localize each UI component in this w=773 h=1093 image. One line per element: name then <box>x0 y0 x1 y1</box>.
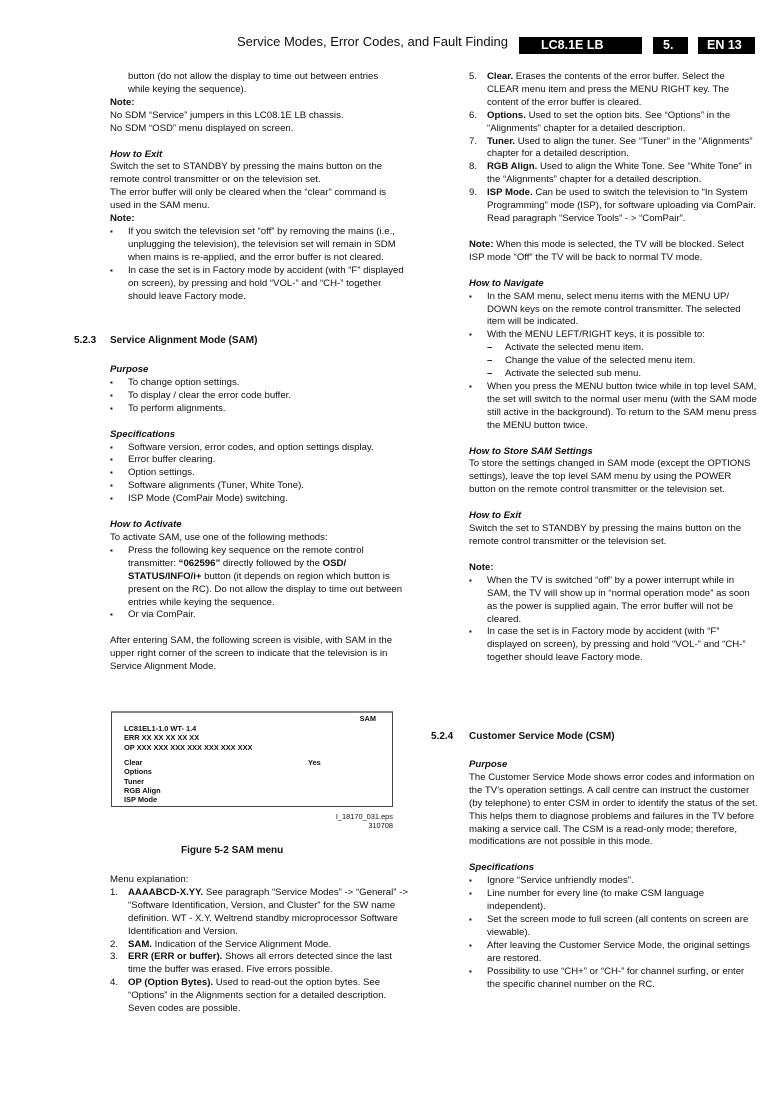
list-item: 5. Clear. Erases the contents of the error buffer. Select the CLEAR menu item and press the MENU RIGHT key. The content of the error buffer is cleared. <box>469 71 730 108</box>
subheading-specifications: Specifications <box>110 428 176 440</box>
list-item: ▪ ISP Mode (ComPair Mode) switching. <box>110 493 408 506</box>
figure-line: ERR XX XX XX XX XX <box>124 733 200 743</box>
section-title: Customer Service Mode (CSM) <box>469 731 615 742</box>
right-column-top <box>469 71 759 665</box>
subheading-how-to-navigate: How to Navigate <box>469 277 544 289</box>
continued-text: button (do not allow the display to time out between entries while keying the sequence). <box>128 71 379 95</box>
list-item: ▪ In case the set is in Factory mode by accident (with “F” displayed on screen), by pressing and hold “VOL-” and “CH-” together should leave Factory mode. <box>110 265 408 304</box>
figure-info-lines <box>124 724 252 752</box>
list-item: ▪ To perform alignments. <box>110 403 408 416</box>
right-column-csm <box>469 759 759 991</box>
note-label: Note: <box>469 561 494 573</box>
menu-explanation-list <box>110 887 408 1016</box>
list-item: 6. Options. Used to set the option bits. See “Options” in the “Alignments” chapter for a detailed description. <box>469 109 731 134</box>
paragraph: Menu explanation: <box>110 874 189 885</box>
paragraph: To store the settings changed in SAM mode (except the OPTIONS settings), leave the top level SAM menu by using the POWER button on the remote control transmitter or the television set. <box>469 458 751 496</box>
figure-caption: Figure 5-2 SAM menu <box>181 845 284 856</box>
sub-list-item: – Activate the selected menu item. <box>487 342 759 355</box>
list-item: ▪ Press the following key sequence on the remote control transmitter: “062596” directly followed by the OSD/ STATUS/INFO/i+ button (it depends on region which button is present on the RC). Do not allow the display to time out between entries while keying the sequence. <box>110 545 408 610</box>
list-item: ▪ When the TV is switched “off” by a power interrupt while in SAM, the TV will show up in “normal operation mode” as soon as the power is supplied again. The error buffer will not be cleared. <box>469 575 759 627</box>
note-list <box>110 226 408 303</box>
isp-note: Note: When this mode is selected, the TV will be blocked. Select ISP mode “Off” the TV will be back to normal TV mode. <box>469 238 744 263</box>
list-item: 2. SAM. Indication of the Service Alignment Mode. <box>110 938 332 950</box>
list-item: ▪ After leaving the Customer Service Mode, the original settings are restored. <box>469 940 759 966</box>
list-item: ▪ Set the screen mode to full screen (all contents on screen are viewable). <box>469 914 759 940</box>
activate-list <box>110 545 408 622</box>
list-item: ▪ In the SAM menu, select menu items with the MENU UP/ DOWN keys on the remote control transmitter. The selected item will be indicated. <box>469 291 759 330</box>
list-item: ▪ Error buffer clearing. <box>110 454 408 467</box>
note-list <box>469 575 759 665</box>
paragraph: After entering SAM, the following screen is visible, with SAM in the upper right corner of the screen to indicate that the television is in Service Alignment Mode. <box>110 635 393 673</box>
figure-date-ref: 310708 <box>368 820 393 830</box>
figure-line: OP XXX XXX XXX XXX XXX XXX XXX <box>124 742 253 752</box>
list-item: ▪ Software alignments (Tuner, White Tone). <box>110 480 408 493</box>
left-column-menu-explanation <box>110 874 408 1016</box>
figure-line: LC81EL1-1.0 WT- 1.4 <box>124 724 197 733</box>
list-item: ▪ To change option settings. <box>110 377 408 390</box>
subheading-specifications: Specifications <box>469 862 535 874</box>
navigate-sublist <box>487 342 759 381</box>
left-column-sam <box>110 364 408 674</box>
list-item: ▪ To display / clear the error code buffer. <box>110 390 408 403</box>
left-column-top <box>110 71 408 303</box>
specifications-list <box>469 875 759 991</box>
purpose-list <box>110 377 408 416</box>
sam-label: SAM <box>359 714 376 723</box>
list-item: ▪ If you switch the television set “off” by removing the mains (i.e., unplugging the television), the television set will remain in SDM when mains is re-applied, and the error buffer is not cleared. <box>110 226 408 265</box>
list-item: ▪ When you press the MENU button twice while in top level SAM, the set will switch to the normal user menu (with the SAM mode still active in the background). To return to the SAM menu press the MENU button twice. <box>469 381 759 433</box>
list-item: 1. AAAABCD-X.YY. See paragraph “Service Modes” -> “General” -> “Software Identification, Version, and Cluster” for the SW name definition. WT - X.Y. Weltrend standby microprocessor Software Identification and Version. <box>110 886 408 937</box>
note-label: Note: <box>110 213 135 225</box>
sub-list-item: – Activate the selected sub menu. <box>487 368 759 381</box>
figure-menu-item: RGB Align <box>124 785 161 795</box>
list-item: ▪ Line number for every line (to make CSM language independent). <box>469 888 759 914</box>
list-item: ▪ Ignore “Service unfriendly modes”. <box>469 875 759 888</box>
section-number: 5.2.3 <box>74 335 97 346</box>
chapter-badge: 5. <box>653 37 688 54</box>
list-item: 4. OP (Option Bytes). Used to read-out the option bytes. See “Options” in the Alignments section for a detailed description. Seven codes are possible. <box>110 977 387 1015</box>
menu-explanation-list-continued <box>469 71 759 226</box>
figure-menu-item: Tuner <box>124 776 144 786</box>
paragraph: To activate SAM, use one of the following methods: <box>110 531 328 543</box>
page-number-badge: EN 13 <box>698 37 755 54</box>
list-item: ▪ Or via ComPair. <box>110 609 408 622</box>
model-badge: LC8.1E LB <box>519 37 642 54</box>
subheading-purpose: Purpose <box>469 759 508 770</box>
page-header-title: Service Modes, Error Codes, and Fault Finding <box>237 34 508 49</box>
sub-list-item: – Change the value of the selected menu item. <box>487 355 759 368</box>
list-item: ▪ Option settings. <box>110 467 408 480</box>
paragraph: Switch the set to STANDBY by pressing the mains button on the remote control transmitter or the television set. <box>469 523 742 547</box>
list-item: 7. Tuner. Used to align the tuner. See “Tuner” in the “Alignments” chapter for a detailed description. <box>469 135 753 160</box>
list-item: ▪ Possibility to use “CH+” or “CH-” for channel surfing, or enter the specific channel number on the RC. <box>469 966 759 992</box>
note-text: No SDM “Service” jumpers in this LC08.1E LB chassis. <box>110 109 344 121</box>
figure-menu-item: Clear <box>124 758 143 767</box>
list-item: 9. ISP Mode. Can be used to switch the television to “In System Programming” mode (ISP), for software uploading via ComPair. Read paragraph “Service Tools” - > “ComPair”. <box>469 187 756 224</box>
paragraph: Switch the set to STANDBY by pressing the mains button on the remote control transmitter or on the television set. <box>110 161 383 186</box>
section-number: 5.2.4 <box>431 731 454 742</box>
figure-menu-item: Options <box>124 767 152 777</box>
figure-reference <box>336 813 393 830</box>
subheading-store-settings: How to Store SAM Settings <box>469 445 593 457</box>
subheading-how-to-exit: How to Exit <box>110 148 163 160</box>
list-item: ▪ Software version, error codes, and option settings display. <box>110 442 408 455</box>
paragraph: The Customer Service Mode shows error codes and information on the TV’s operation settings. A call centre can instruct the customer (by telephone) to enter CSM in order to identify the status of the set. This helps them to diagnose problems and failures in the TV before making a service call. The CSM is a read-only mode; therefore, modifications are not possible in this mode. <box>469 771 758 848</box>
list-item: ▪ In case the set is in Factory mode by accident (with “F” displayed on screen), by pressing and hold “VOL-” and “CH-” together should leave Factory mode. <box>469 626 759 665</box>
sam-menu-figure <box>111 711 393 807</box>
list-item: ▪ With the MENU LEFT/RIGHT keys, it is possible to: – Activate the selected menu item. – Change the value of the selected menu item. – Activate the selected sub menu. <box>469 329 759 381</box>
subheading-how-to-activate: How to Activate <box>110 519 182 531</box>
list-item: 3. ERR (ERR or buffer). Shows all errors detected since the last time the buffer was erased. Five errors possible. <box>110 951 392 976</box>
figure-file-ref: I_18170_031.eps <box>335 812 393 821</box>
paragraph: The error buffer will only be cleared when the “clear” command is used in the SAM menu. <box>110 187 387 212</box>
list-item: 8. RGB Align. Used to align the White Tone. See “White Tone” in the “Alignments” chapter for a detailed description. <box>469 161 752 186</box>
subheading-how-to-exit: How to Exit <box>469 510 522 522</box>
section-title: Service Alignment Mode (SAM) <box>110 335 258 346</box>
figure-menu-item: ISP Mode <box>124 795 158 805</box>
figure-clear-value: Yes <box>308 758 321 767</box>
note-text: No SDM “OSD” menu displayed on screen. <box>110 122 294 134</box>
subheading-purpose: Purpose <box>110 364 149 375</box>
navigate-list <box>469 291 759 433</box>
specifications-list <box>110 442 408 507</box>
figure-menu-list <box>124 758 161 804</box>
note-label: Note: <box>110 96 135 108</box>
